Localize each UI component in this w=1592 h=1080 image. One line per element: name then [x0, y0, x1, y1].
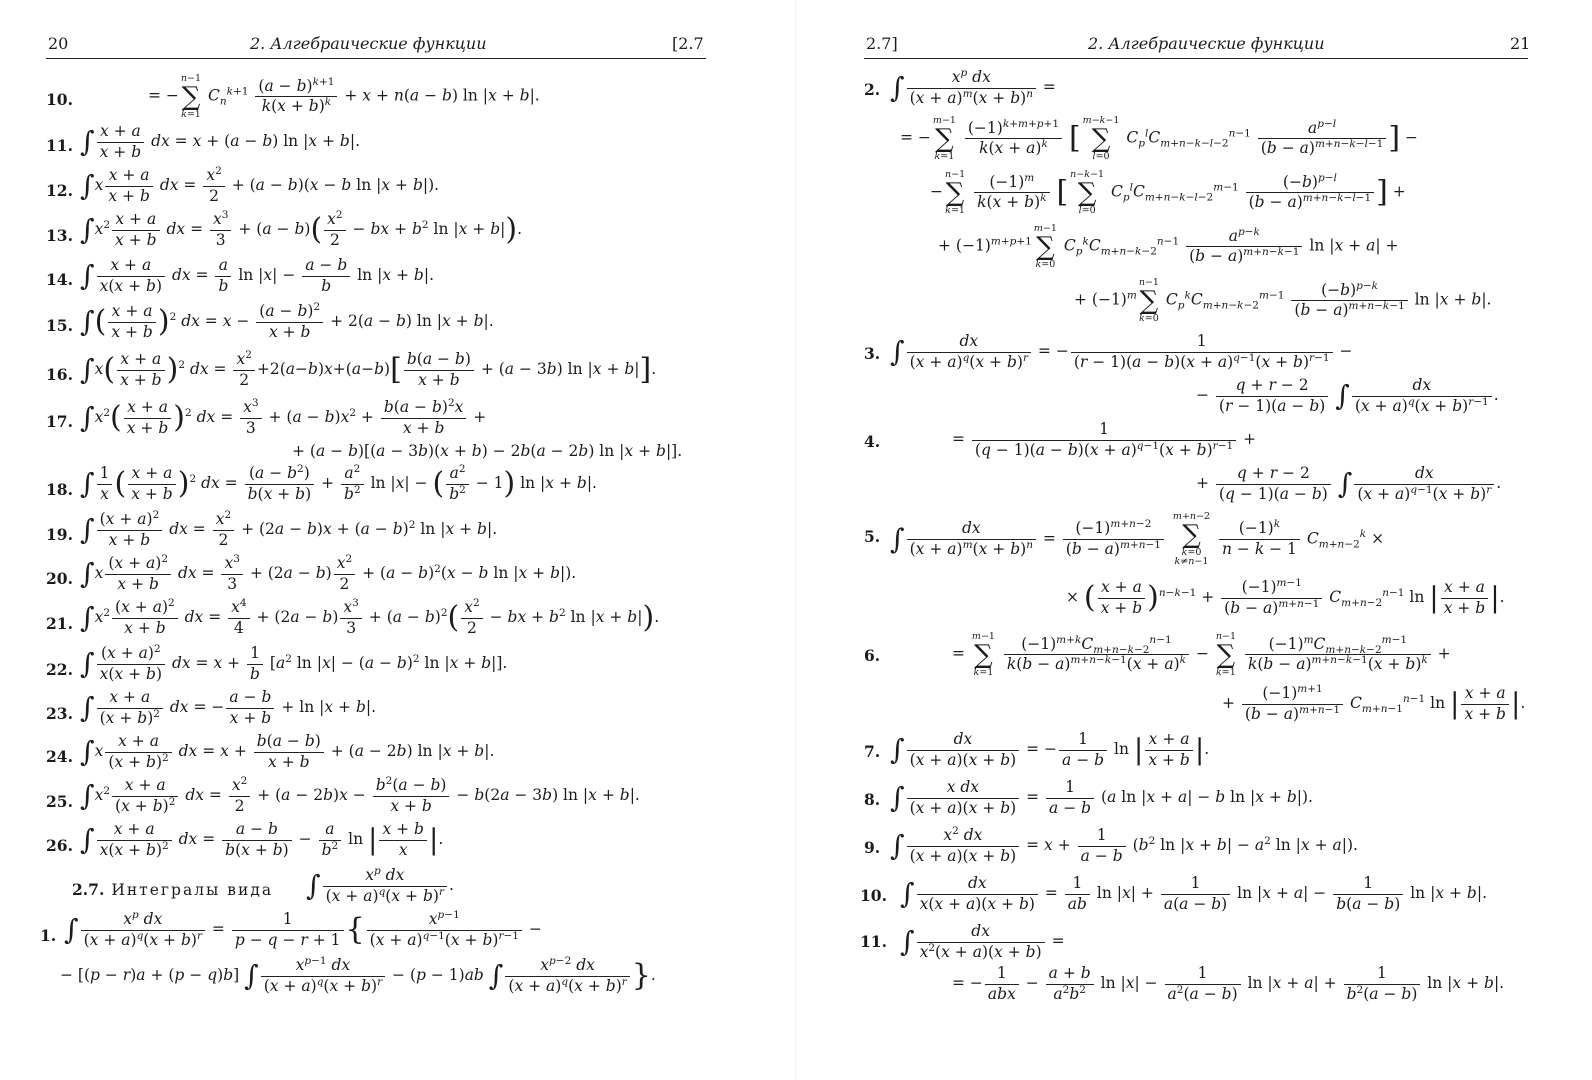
formula-23-body: ∫ $\frac{x + a}{(x + b)^2}$ dx = − $\frac{a - b}{x + b}$ + ln |x + b|. [80, 688, 377, 727]
formula-2-line-2: = −m−1 ∑ k=1 $\frac{(-1)^{k+m+p+1}}{k(x + a)^k}$ [ m−k−1 ∑ l=0 $C_p^lC_{m+n-k-l-2}^{n-1}$ $\frac{a^{p-l}}{(b - a)^{m+n-k-l-1}}$ ] − [900, 115, 1418, 162]
formula-number: 1. [40, 926, 57, 945]
section-title: Интегралы вида [111, 881, 274, 899]
formula-4-continuation: + $\frac{q + r - 2}{(q - 1)(a - b)}$ ∫ $\frac{dx}{(x + a)^{q-1}(x + b)^r}$ . [1196, 464, 1502, 503]
formula-8-body: ∫ $\frac{\text{x dx}}{(x + a)(x + b)}$ = $\frac{1}{a - b}$ (a ln |x + a| − b ln |x + b|). [890, 778, 1313, 817]
formula-number: 21. [46, 614, 73, 633]
formula-3-continuation: − $\frac{q + r - 2}{(r - 1)(a - b)}$ ∫ $\frac{dx}{(x + a)^q(x + b)^{r-1}}$ . [1196, 376, 1499, 415]
section-number: 2.7. [72, 880, 105, 899]
formula-3-body: ∫ $\frac{dx}{(x + a)^q(x + b)^r}$ = − $\frac{1}{(r - 1)(a - b)(x + a)^{q-1}(x + b)^{r-1}}$ − [890, 332, 1353, 371]
section-heading [72, 880, 273, 899]
formula-16-body: ∫x( $\frac{x + a}{x + b}$ )$^2$ dx = $\frac{x^2}{2}$ +2(a−b)x+(a−b)[ $\frac{b(a - b)}{x + b}$ + (a − 3b) ln |x + b|]. [80, 348, 657, 389]
formula-1-continuation: − [(p − r)a + (p − q)b] ∫ $\frac{x^{p-1} dx}{(x + a)^q(x + b)^r}$ − (p − 1)ab ∫ $\frac{x^{p-2} dx}{(x + a)^q(x + b)^r}$ }. [60, 954, 656, 995]
formula-number: 2. [864, 80, 881, 99]
formula-18-body: ∫ $\frac{1}{x}$ ( $\frac{x + a}{x + b}$ )$^2$ dx = $\frac{(a - b^2)}{b(x + b)}$ + $\frac{a^2}{b^2}$ ln |x| − ( $\frac{a^2}{b^2}$ − 1) ln |x + b|. [80, 462, 597, 503]
formula-2-line-5: + $(-1)^mn-1$ ∑ k=0 $C_p^kC_{m+n-k-2}^{m-1}$ $\frac{(-b)^{p-k}}{(b - a)^{m+n-k-1}}$ ln |x + b|. [1074, 277, 1492, 324]
formula-number: 25. [46, 792, 73, 811]
formula-4-body: = $\frac{1}{(q - 1)(a - b)(x + a)^{q-1}(x + b)^{r-1}}$ + [952, 420, 1257, 459]
formula-25-body: $\int x^2$ $\frac{x + a}{(x + b)^2}$ dx = $\frac{x^2}{2}$ + (a − 2b)x − $\frac{b^2(a - b)}{x + b}$ − b(2a − 3b) ln |x + b|. [80, 774, 640, 815]
formula-r11-continuation: = − $\frac{1}{\text{abx}}$ − $\frac{a + b}{a^2b^2}$ ln |x| − $\frac{1}{a^2(a - b)}$ ln |x + a| + $\frac{1}{b^2(a - b)}$ ln |x + b|. [952, 964, 1505, 1003]
right-page [860, 0, 1580, 1080]
formula-number: 6. [864, 646, 881, 665]
right-header-rule [864, 58, 1528, 59]
formula-number: 8. [864, 790, 881, 809]
formula-19-body: ∫ $\frac{(x + a)^2}{x + b}$ dx = $\frac{x^2}{2}$ + $(2a - b)x + (a - b)^2$ ln |x + b|. [80, 508, 498, 549]
formula-10-body: = −n−1 ∑ k=1 $C_n^{k+1}$ $\frac{(a - b)^{k+1}}{k(x + b)^k}$ + x + n(a − b) ln |x + b|. [148, 73, 540, 120]
formula-5-continuation: × ( $\frac{x + a}{x + b}$ )$^{n-k-1}$ + $\frac{(-1)^{m-1}}{(b - a)^{m+n-1}}$ $C_{m+n-2}^{n-1}$ ln | $\frac{x + a}{x + b}$ |. [1066, 576, 1505, 617]
formula-number: 16. [46, 365, 73, 384]
formula-number: 26. [46, 836, 73, 855]
formula-24-body: ∫x $\frac{x + a}{(x + b)^2}$ dx = x + $\frac{b(a - b)}{x + b}$ + (a − 2b) ln |x + b|. [80, 732, 495, 771]
formula-number: 17. [46, 412, 73, 431]
formula-number: 24. [46, 747, 73, 766]
right-running-title: 2. Алгебраические функции [1088, 34, 1325, 53]
formula-12-body: ∫x $\frac{x + a}{x + b}$ dx = $\frac{x^2}{2}$ + (a − b)(x − b ln |x + b|). [80, 164, 440, 205]
formula-21-body: $\int x^2$ $\frac{(x + a)^2}{x + b}$ dx = $\frac{x^4}{4}$ + (2a − b) $\frac{x^3}{3}$ + $(a - b)^2$( $\frac{x^2}{2}$ − bx + $b^2$ ln |x + b|). [80, 596, 660, 637]
section-heading-formula: ∫ $\frac{x^p dx}{(x + a)^q(x + b)^r}$ . [306, 864, 454, 905]
formula-number: 20. [46, 569, 73, 588]
formula-14-body: ∫ $\frac{x + a}{x(x + b)}$ dx = $\frac{a}{b}$ ln |x| − $\frac{a - b}{b}$ ln |x + b|. [80, 256, 434, 295]
formula-number: 10. [46, 90, 73, 109]
page-gutter [795, 0, 796, 1080]
formula-number: 12. [46, 181, 73, 200]
formula-5-body: ∫ $\frac{dx}{(x + a)^m(x + b)^n}$ = $\frac{(-1)^{m+n-2}}{(b - a)^{m+n-1}}$ m+n−2 ∑ k=0 k≠n−1 $\frac{(-1)^k}{n - k - 1}$ $C_{m+n-2}^k$ × [890, 511, 1385, 567]
formula-2-body: ∫ $\frac{x^p dx}{(x + a)^m(x + b)^n}$ = [890, 66, 1056, 107]
right-page-number: 21 [1510, 34, 1531, 53]
formula-20-body: ∫x $\frac{(x + a)^2}{x + b}$ dx = $\frac{x^3}{3}$ + (2a − b) $\frac{x^2}{2}$ + $(a - b)^2(x - b$ ln |x + b|). [80, 552, 577, 593]
formula-number: 4. [864, 432, 881, 451]
formula-r10-body: ∫ $\frac{dx}{x(x + a)(x + b)}$ = $\frac{1}{ab}$ ln |x| + $\frac{1}{a(a - b)}$ ln |x + a| − $\frac{1}{b(a - b)}$ ln |x + b|. [900, 874, 1487, 913]
formula-2-line-3: −n−1 ∑ k=1 $\frac{(-1)^m}{k(x + b)^k}$ [ n−k−1 ∑ l=0 $C_p^lC_{m+n-k-l-2}^{m-1}$ $\frac{(-b)^{p-l}}{(b - a)^{m+n-k-l-1}}$ ] + [930, 169, 1406, 216]
formula-number: 7. [864, 742, 881, 761]
left-section-ref: [2.7 [672, 34, 704, 53]
formula-number: 19. [46, 525, 73, 544]
formula-6-continuation: + $\frac{(-1)^{m+1}}{(b - a)^{m+n-1}}$ $C_{m+n-1}^{n-1}$ ln | $\frac{x + a}{x + b}$ |. [1222, 682, 1526, 723]
formula-number: 3. [864, 344, 881, 363]
formula-number: 5. [864, 527, 881, 546]
formula-6-body: = m−1 ∑ k=1 $\frac{(-1)^{m+k}C_{m+n-k-2}^{n-1}}{k(b - a)^{m+n-k-1}(x + a)^k}$ − n−1 ∑ k=1 $\frac{(-1)^mC_{m+n-k-2}^{m-1}}{k(b - a)^{m+n-k-1}(x + b)^k}$ + [952, 631, 1451, 678]
formula-number: 11. [860, 932, 887, 951]
formula-9-body: ∫ $\frac{x^2 dx}{(x + a)(x + b)}$ = x + $\frac{1}{a - b}$ ($b^2$ $\ln |x + b| - a^2$ ln |x + a|). [890, 824, 1358, 865]
formula-number: 13. [46, 226, 73, 245]
formula-13-body: $\int x^2$ $\frac{x + a}{x + b}$ dx = $\frac{x^3}{3}$ + (a − b)( $\frac{x^2}{2}$ − bx + $b^2$ ln |x + b|). [80, 208, 523, 249]
left-page-number: 20 [48, 34, 69, 53]
formula-number: 14. [46, 270, 73, 289]
formula-17-body: $\int x^2$( $\frac{x + a}{x + b}$ )$^2$ dx = $\frac{x^3}{3}$ + $(a - b)x^2$ + $\frac{b(a - b)^2x}{x + b}$ + [80, 396, 487, 437]
formula-number: 18. [46, 480, 73, 499]
formula-number: 22. [46, 660, 73, 679]
formula-number: 10. [860, 886, 887, 905]
formula-number: 11. [46, 136, 73, 155]
formula-17-continuation: + (a − b)[(a − 3b)(x + b) − 2b(a − 2b) ln |x + b|]. [292, 442, 683, 460]
formula-number: 23. [46, 704, 73, 723]
formula-26-body: ∫ $\frac{x + a}{x(x + b)^2}$ dx = $\frac{a - b}{b(x + b)}$ − $\frac{a}{b^2}$ ln | $\frac{x + b}{x}$ |. [80, 820, 444, 859]
formula-22-body: ∫ $\frac{(x + a)^2}{x(x + b)}$ dx = x + $\frac{1}{b}$ [$a^2$ $\ln |x| - (a - b)^2$ ln |x + b|]. [80, 642, 508, 683]
right-section-ref: 2.7] [866, 34, 898, 53]
formula-1-body: ∫ $\frac{x^p dx}{(x + a)^q(x + b)^r}$ = $\frac{1}{p - q - r + 1}$ { $\frac{x^{p-1}}{(x + a)^{q-1}(x + b)^{r-1}}$ − [64, 908, 542, 949]
left-page [0, 0, 740, 1080]
left-header-rule [46, 58, 706, 59]
formula-number: 15. [46, 316, 73, 335]
formula-number: 9. [864, 838, 881, 857]
formula-7-body: ∫ $\frac{dx}{(x + a)(x + b)}$ = − $\frac{1}{a - b}$ ln | $\frac{x + a}{x + b}$ |. [890, 730, 1210, 769]
formula-r11-body: ∫ $\frac{dx}{x^2(x + a)(x + b)}$ = [900, 922, 1065, 961]
formula-15-body: ∫( $\frac{x + a}{x + b}$ )$^2$ dx = x − $\frac{(a - b)^2}{x + b}$ + 2(a − b) ln |x + b|. [80, 300, 494, 341]
formula-2-line-4: + $(-1)^{m+p+1}m-1$ ∑ k=0 $C_p^kC_{m+n-k-2}^{n-1}$ $\frac{a^{p-k}}{(b - a)^{m+n-k-1}}$ ln |x + a| + [938, 223, 1399, 270]
left-running-title: 2. Алгебраические функции [250, 34, 487, 53]
formula-11-body: ∫ $\frac{x + a}{x + b}$ dx = x + (a − b) ln |x + b|. [80, 122, 361, 161]
